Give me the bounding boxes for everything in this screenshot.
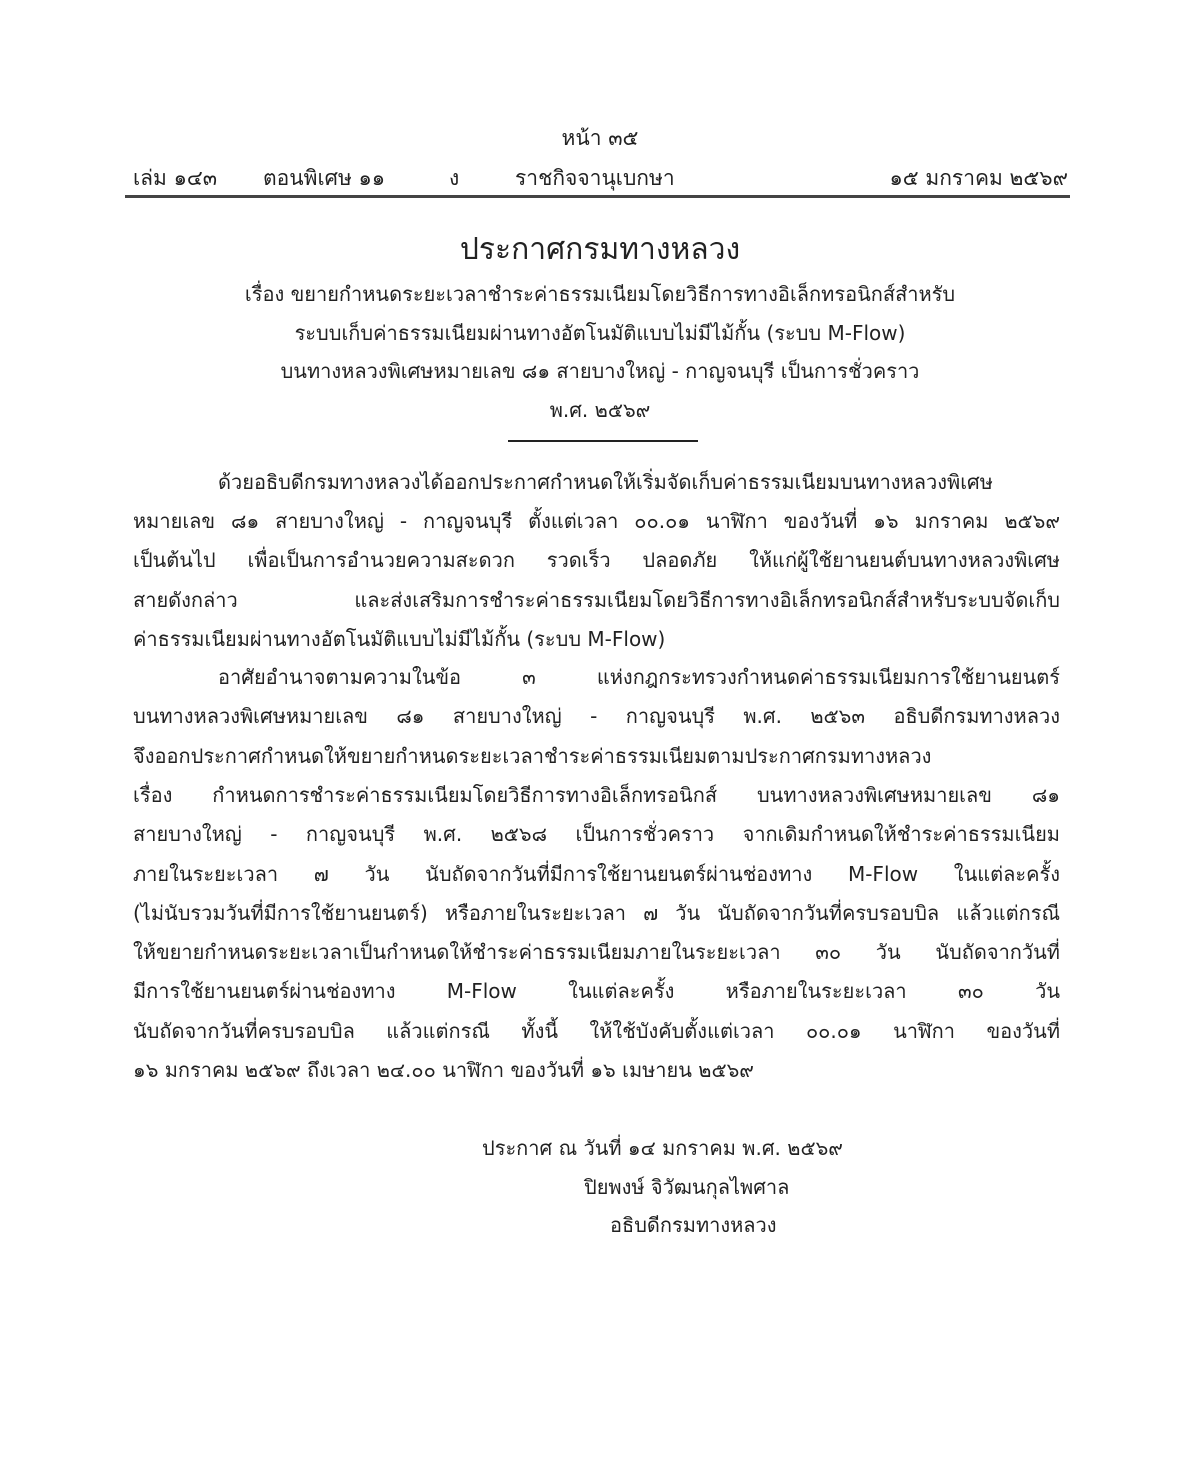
title-divider [508, 440, 698, 442]
subject-line: เรื่อง ขยายกำหนดระยะเวลาชำระค่าธรรมเนียมโดยวิธีการทางอิเล็กทรอนิกส์สำหรับ [244, 282, 956, 306]
subject-line: ระบบเก็บค่าธรรมเนียมผ่านทางอัตโนมัติแบบไม่มีไม้กั้น (ระบบ M-Flow) [294, 321, 906, 345]
paragraph-line: ๑๖ มกราคม ๒๕๖๙ ถึงเวลา ๒๔.๐๐ นาฬิกา ของวันที่ ๑๖ เมษายน ๒๕๖๙ [133, 1058, 754, 1082]
page-number: หน้า ๓๕ [561, 126, 639, 150]
paragraph-line: นับถัดจากวันที่ครบรอบบิล แล้วแต่กรณี ทั้งนี้ ให้ใช้บังคับตั้งแต่เวลา ๐๐.๐๑ นาฬิกา ของวันที่ [133, 1018, 1060, 1043]
paragraph-line: จึงออกประกาศกำหนดให้ขยายกำหนดระยะเวลาชำระค่าธรรมเนียมตามประกาศกรมทางหลวง [133, 743, 932, 768]
section: ตอนพิเศษ ๑๑ [263, 166, 386, 190]
paragraph-line: เป็นต้นไป เพื่อเป็นการอำนวยความสะดวก รวดเร็ว ปลอดภัย ให้แก่ผู้ใช้ยานยนต์บนทางหลวงพิเศษ [133, 548, 1060, 573]
gazette-header [133, 162, 1068, 194]
subject-line: บนทางหลวงพิเศษหมายเลข ๘๑ สายบางใหญ่ - กาญจนบุรี เป็นการชั่วคราว [280, 359, 920, 383]
document-title: ประกาศกรมทางหลวง [459, 232, 741, 267]
part: ง [449, 166, 460, 190]
paragraph-line: หมายเลข ๘๑ สายบางใหญ่ - กาญจนบุรี ตั้งแต่เวลา ๐๐.๐๑ นาฬิกา ของวันที่ ๑๖ มกราคม ๒๕๖๙ [133, 509, 1060, 534]
paragraph-line: ให้ขยายกำหนดระยะเวลาเป็นกำหนดให้ชำระค่าธรรมเนียมภายในระยะเวลา ๓๐ วัน นับถัดจากวันที่ [133, 940, 1060, 965]
paragraph-line: มีการใช้ยานยนตร์ผ่านช่องทาง M-Flow ในแต่ละครั้ง หรือภายในระยะเวลา ๓๐ วัน [133, 979, 1060, 1004]
paragraph-line: สายดังกล่าว และส่งเสริมการชำระค่าธรรมเนียมโดยวิธีการทางอิเล็กทรอนิกส์สำหรับระบบจัดเก็บ [133, 587, 1060, 612]
header-rule [125, 195, 1070, 198]
issue-date: ๑๕ มกราคม ๒๕๖๙ [889, 166, 1068, 190]
subject-line: พ.ศ. ๒๕๖๙ [549, 398, 651, 422]
paragraph-line: ค่าธรรมเนียมผ่านทางอัตโนมัติแบบไม่มีไม้กั้น (ระบบ M-Flow) [133, 626, 666, 651]
paragraph-line: ภายในระยะเวลา ๗ วัน นับถัดจากวันที่มีการใช้ยานยนตร์ผ่านช่องทาง M-Flow ในแต่ละครั้ง [133, 861, 1060, 886]
gazette-name: ราชกิจจานุเบกษา [515, 166, 675, 190]
announcement-date: ประกาศ ณ วันที่ ๑๔ มกราคม พ.ศ. ๒๕๖๙ [482, 1136, 843, 1160]
signatory-name: ปิยพงษ์ จิวัฒนกุลไพศาล [584, 1175, 790, 1199]
paragraph-line: ด้วยอธิบดีกรมทางหลวงได้ออกประกาศกำหนดให้เริ่มจัดเก็บค่าธรรมเนียมบนทางหลวงพิเศษ [218, 470, 993, 494]
volume: เล่ม ๑๔๓ [133, 166, 218, 190]
signatory-position: อธิบดีกรมทางหลวง [610, 1213, 777, 1237]
paragraph-line: บนทางหลวงพิเศษหมายเลข ๘๑ สายบางใหญ่ - กาญจนบุรี พ.ศ. ๒๕๖๓ อธิบดีกรมทางหลวง [133, 704, 1060, 729]
paragraph-line: เรื่อง กำหนดการชำระค่าธรรมเนียมโดยวิธีการทางอิเล็กทรอนิกส์ บนทางหลวงพิเศษหมายเลข ๘๑ [133, 782, 1060, 807]
paragraph-line: อาศัยอำนาจตามความในข้อ ๓ แห่งกฎกระทรวงกำหนดค่าธรรมเนียมการใช้ยานยนตร์ [218, 665, 1060, 689]
paragraph-line: (ไม่นับรวมวันที่มีการใช้ยานยนตร์) หรือภายในระยะเวลา ๗ วัน นับถัดจากวันที่ครบรอบบิล แล้วแต่กรณี [133, 900, 1060, 925]
paragraph-line: สายบางใหญ่ - กาญจนบุรี พ.ศ. ๒๕๖๘ เป็นการชั่วคราว จากเดิมกำหนดให้ชำระค่าธรรมเนียม [133, 822, 1060, 847]
